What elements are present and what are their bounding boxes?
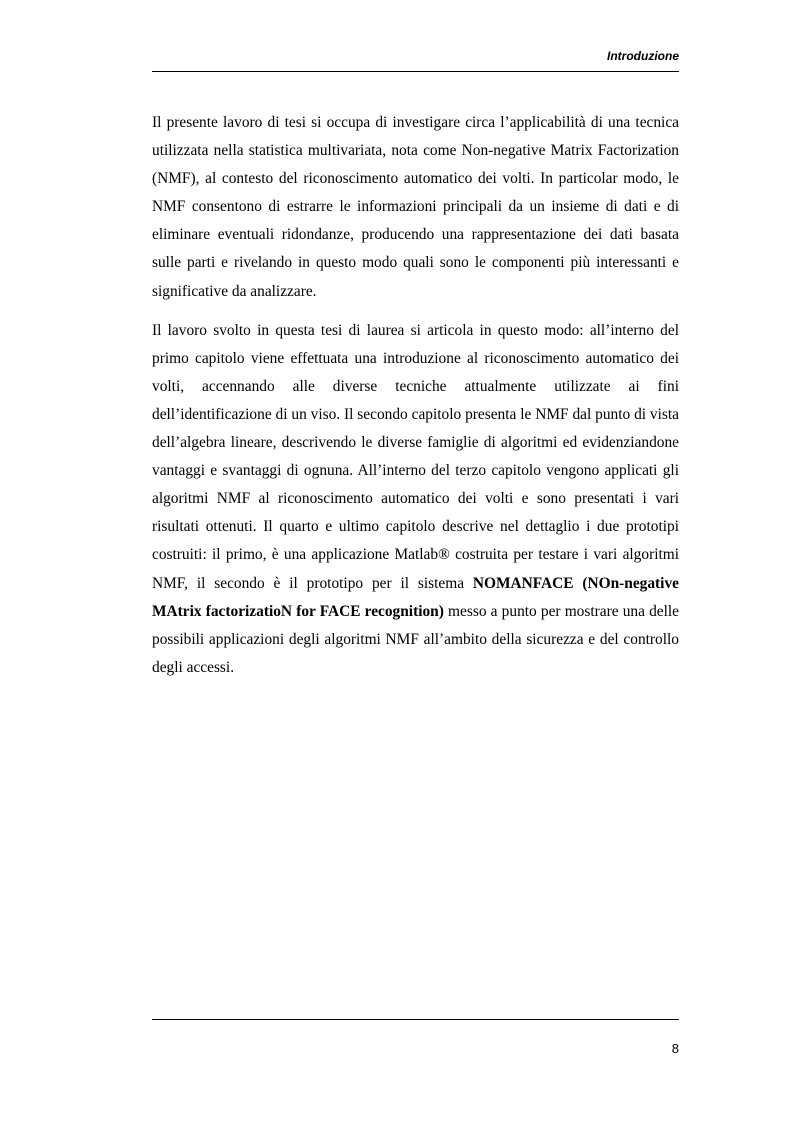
paragraph-2-text-after: messo a punto per mostrare una delle possibili applicazioni degli algoritmi NMF all’ambito della sicurezza e del controllo degli accessi. — [152, 602, 679, 676]
header-rule — [152, 71, 679, 72]
system-name-bold: NOMANFACE (NOn-negative MAtrix factorizatioN for FACE recognition) — [152, 574, 679, 620]
body-text — [152, 109, 679, 693]
running-header: Introduzione — [607, 49, 679, 63]
page-number: 8 — [671, 1041, 679, 1056]
paragraph-2 — [152, 317, 679, 682]
paragraph-1: Il presente lavoro di tesi si occupa di investigare circa l’applicabilità di una tecnica utilizzata nella statistica multivariata, nota come Non-negative Matrix Factorization (NMF), al contesto del riconoscimento automatico dei volti. In particolar modo, le NMF consentono di estrarre le informazioni principali da un insieme di dati e di eliminare eventuali ridondanze, producendo una rappresentazione dei dati basata sulle parti e rivelando in questo modo quali sono le componenti più interessanti e significative da analizzare. — [152, 114, 679, 300]
paragraph-2-text-before: Il lavoro svolto in questa tesi di laurea si articola in questo modo: all’interno del primo capitolo viene effettuata una introduzione al riconoscimento automatico dei volti, accennando alle diverse tecniche attualmente utilizzate ai fini dell’identificazione di un viso. Il secondo capitolo presenta le NMF dal punto di vista dell’algebra lineare, descrivendo le diverse famiglie di algoritmi ed evidenziandone vantaggi e svantaggi di ognuna. All’interno del terzo capitolo vengono applicati gli algoritmi NMF al riconoscimento automatico dei volti e sono presentati i vari risultati ottenuti. Il quarto e ultimo capitolo descrive nel dettaglio i due prototipi costruiti: il primo, è una applicazione Matlab® costruita per testare i vari algoritmi NMF, il secondo è il prototipo per il sistema — [152, 321, 679, 592]
footer-rule — [152, 1019, 679, 1020]
